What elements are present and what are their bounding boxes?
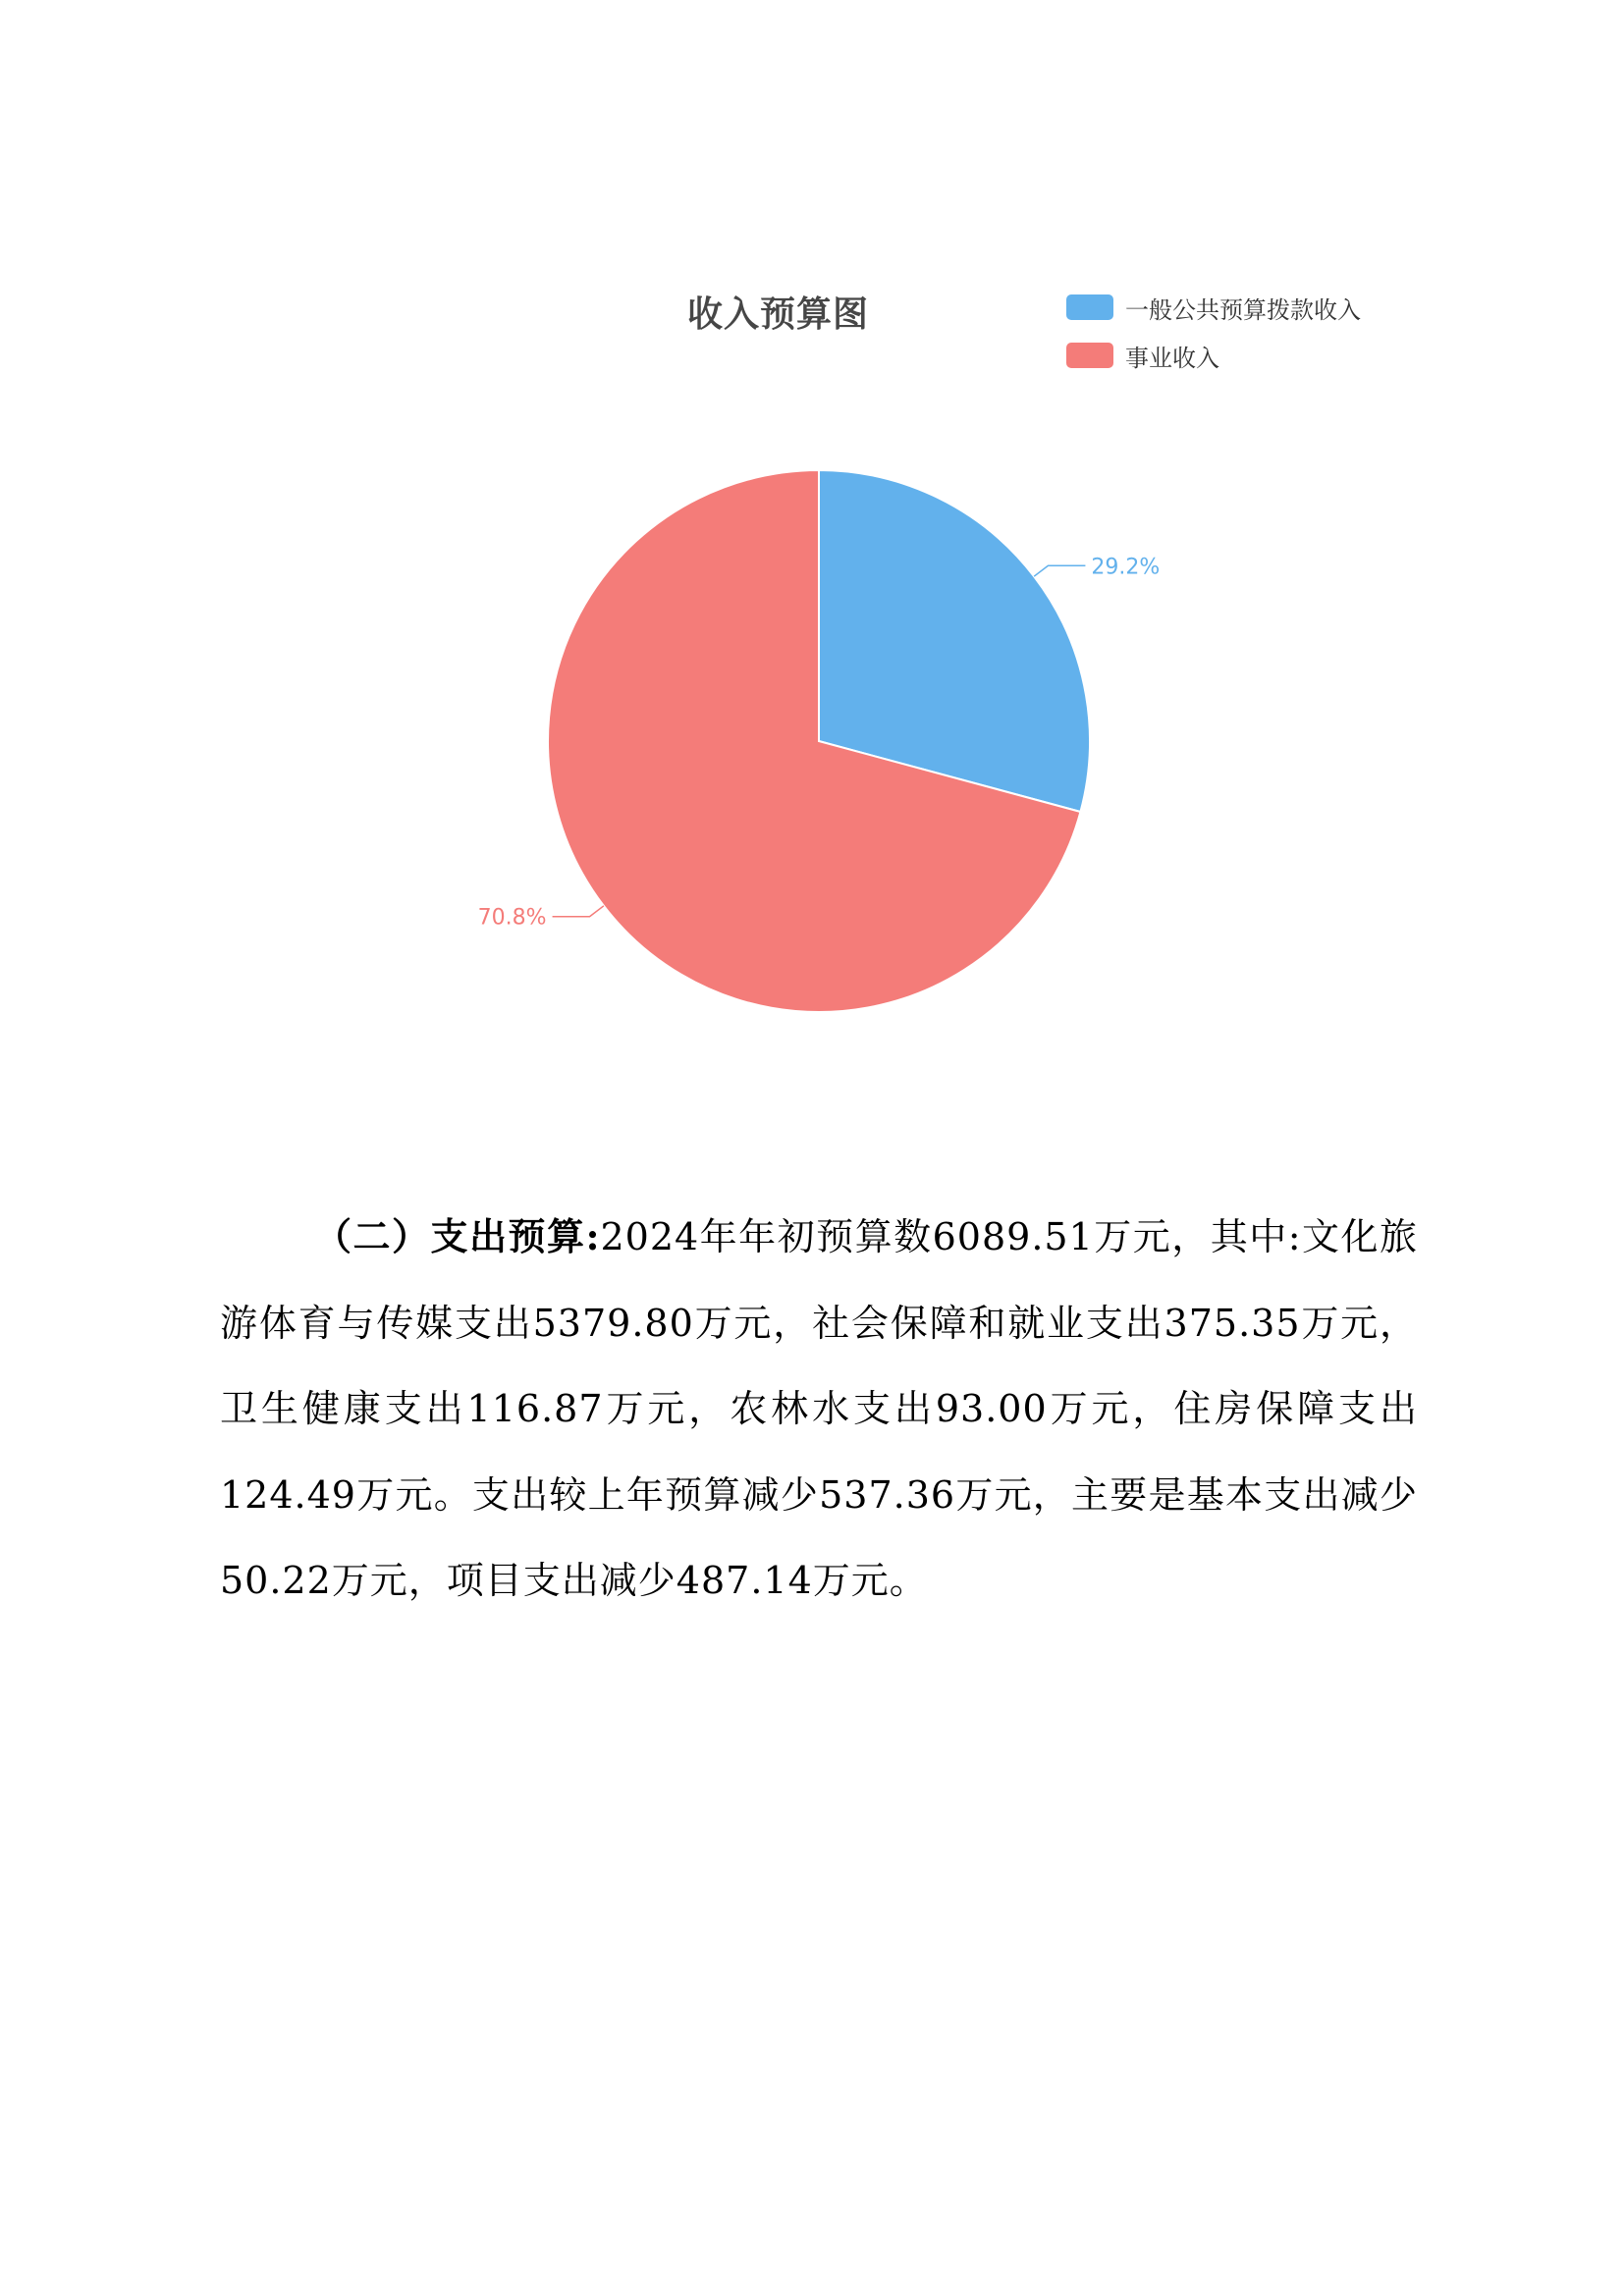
expenditure-budget-paragraph (220, 1194, 1418, 1625)
leader-line-general-budget (1034, 565, 1085, 576)
leader-line-business-income (553, 906, 604, 917)
section-body: 2024年年初预算数6089.51万元，其中:文化旅游体育与传媒支出5379.80万元，社会保障和就业支出375.35万元，卫生健康支出116.87万元，农林水支出93.00万元，住房保障支出124.49万元。支出较上年预算减少537.36万元，主要是基本支出减少50.22万元，项目支出减少487.14万元。 (220, 1215, 1419, 1602)
data-label-business-income: 70.8% (477, 905, 547, 931)
legend-label-business-income: 事业收入 (1125, 344, 1219, 372)
section-heading: （二）支出预算: (314, 1214, 601, 1258)
legend-label-general-budget: 一般公共预算拨款收入 (1125, 295, 1361, 324)
chart-title: 收入预算图 (687, 294, 870, 335)
income-budget-chart (0, 0, 1624, 1080)
pie-chart (0, 0, 1624, 1080)
data-label-general-budget: 29.2% (1091, 555, 1161, 580)
